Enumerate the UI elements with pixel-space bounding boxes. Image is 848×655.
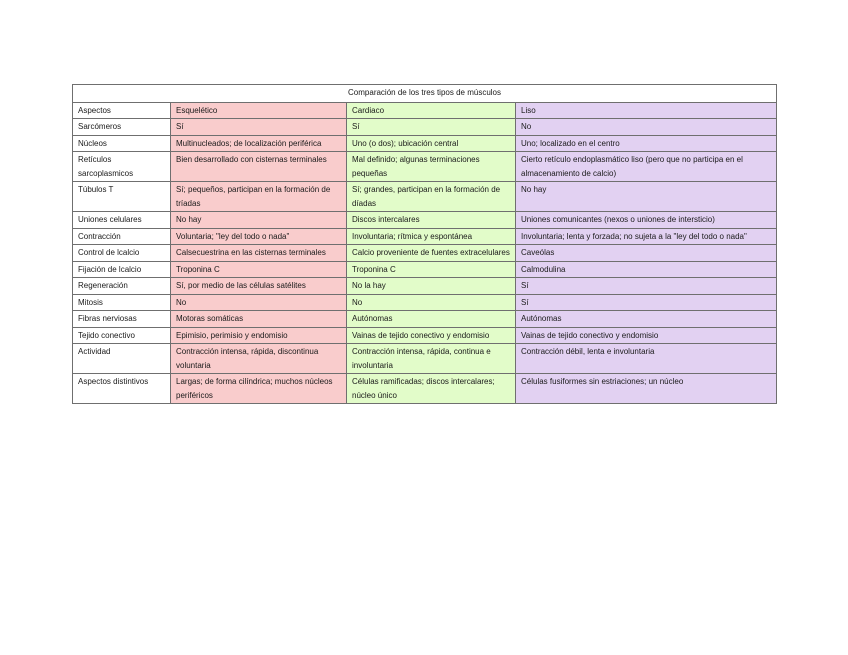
cardiac-cell: Contracción intensa, rápida, continua e involuntaria [347, 344, 516, 374]
smooth-cell: Autónomas [516, 311, 777, 328]
aspect-cell: Control de lcalcio [73, 245, 171, 262]
header-cardiac-cell: Cardiaco [347, 102, 516, 119]
cardiac-cell: Autónomas [347, 311, 516, 328]
muscle-comparison-table [72, 84, 777, 404]
table-row [73, 294, 777, 311]
aspect-cell: Contracción [73, 228, 171, 245]
cardiac-cell: Vainas de tejido conectivo y endomisio [347, 327, 516, 344]
smooth-cell: No hay [516, 182, 777, 212]
aspect-cell: Fijación de lcalcio [73, 261, 171, 278]
aspect-cell: Aspectos distintivos [73, 374, 171, 404]
smooth-cell: No [516, 119, 777, 136]
table-row [73, 261, 777, 278]
aspect-cell: Mitosis [73, 294, 171, 311]
cardiac-cell: Células ramificadas; discos intercalares; núcleo único [347, 374, 516, 404]
smooth-cell: Uniones comunicantes (nexos o uniones de intersticio) [516, 212, 777, 229]
aspect-cell: Sarcómeros [73, 119, 171, 136]
cardiac-cell: No [347, 294, 516, 311]
table-row [73, 135, 777, 152]
skeletal-cell: Epimisio, perimisio y endomisio [171, 327, 347, 344]
smooth-cell: Células fusiformes sin estriaciones; un núcleo [516, 374, 777, 404]
smooth-cell: Involuntaria; lenta y forzada; no sujeta a la "ley del todo o nada" [516, 228, 777, 245]
skeletal-cell: Bien desarrollado con cisternas terminales [171, 152, 347, 182]
table-row [73, 374, 777, 404]
skeletal-cell: Sí [171, 119, 347, 136]
table-body [73, 102, 777, 404]
skeletal-cell: Voluntaria; "ley del todo o nada" [171, 228, 347, 245]
cardiac-cell: No la hay [347, 278, 516, 295]
smooth-cell: Uno; localizado en el centro [516, 135, 777, 152]
table-row [73, 327, 777, 344]
smooth-cell: Sí [516, 294, 777, 311]
smooth-cell: Sí [516, 278, 777, 295]
aspect-cell: Tejido conectivo [73, 327, 171, 344]
cardiac-cell: Calcio proveniente de fuentes extracelulares [347, 245, 516, 262]
header-aspect-cell: Aspectos [73, 102, 171, 119]
aspect-cell: Retículos sarcoplasmicos [73, 152, 171, 182]
table-title-row [73, 85, 777, 103]
aspect-cell: Fibras nerviosas [73, 311, 171, 328]
cardiac-cell: Sí [347, 119, 516, 136]
table-row [73, 119, 777, 136]
cardiac-cell: Discos intercalares [347, 212, 516, 229]
skeletal-cell: Contracción intensa, rápida, discontinua voluntaria [171, 344, 347, 374]
table-header-row [73, 102, 777, 119]
skeletal-cell: Multinucleados; de localización periférica [171, 135, 347, 152]
smooth-cell: Caveólas [516, 245, 777, 262]
aspect-cell: Actividad [73, 344, 171, 374]
header-smooth-cell: Liso [516, 102, 777, 119]
table-row [73, 245, 777, 262]
aspect-cell: Regeneración [73, 278, 171, 295]
smooth-cell: Contracción débil, lenta e involuntaria [516, 344, 777, 374]
table-row [73, 182, 777, 212]
skeletal-cell: Largas; de forma cilíndrica; muchos núcleos periféricos [171, 374, 347, 404]
smooth-cell: Calmodulina [516, 261, 777, 278]
table-row [73, 278, 777, 295]
aspect-cell: Uniones celulares [73, 212, 171, 229]
smooth-cell: Vainas de tejido conectivo y endomisio [516, 327, 777, 344]
skeletal-cell: Calsecuestrina en las cisternas terminales [171, 245, 347, 262]
cardiac-cell: Involuntaria; rítmica y espontánea [347, 228, 516, 245]
cardiac-cell: Sí; grandes, participan en la formación de díadas [347, 182, 516, 212]
table-title: Comparación de los tres tipos de músculos [73, 85, 777, 103]
table-row [73, 152, 777, 182]
skeletal-cell: No [171, 294, 347, 311]
header-skeletal-cell: Esquelético [171, 102, 347, 119]
table-row [73, 228, 777, 245]
table-row [73, 311, 777, 328]
skeletal-cell: Troponina C [171, 261, 347, 278]
aspect-cell: Túbulos T [73, 182, 171, 212]
table-row [73, 212, 777, 229]
smooth-cell: Cierto retículo endoplasmático liso (pero que no participa en el almacenamiento de calcio) [516, 152, 777, 182]
skeletal-cell: No hay [171, 212, 347, 229]
aspect-cell: Núcleos [73, 135, 171, 152]
skeletal-cell: Motoras somáticas [171, 311, 347, 328]
skeletal-cell: Sí, por medio de las células satélites [171, 278, 347, 295]
cardiac-cell: Uno (o dos); ubicación central [347, 135, 516, 152]
cardiac-cell: Mal definido; algunas terminaciones pequeñas [347, 152, 516, 182]
skeletal-cell: Sí; pequeños, participan en la formación de tríadas [171, 182, 347, 212]
table-row [73, 344, 777, 374]
cardiac-cell: Troponina C [347, 261, 516, 278]
